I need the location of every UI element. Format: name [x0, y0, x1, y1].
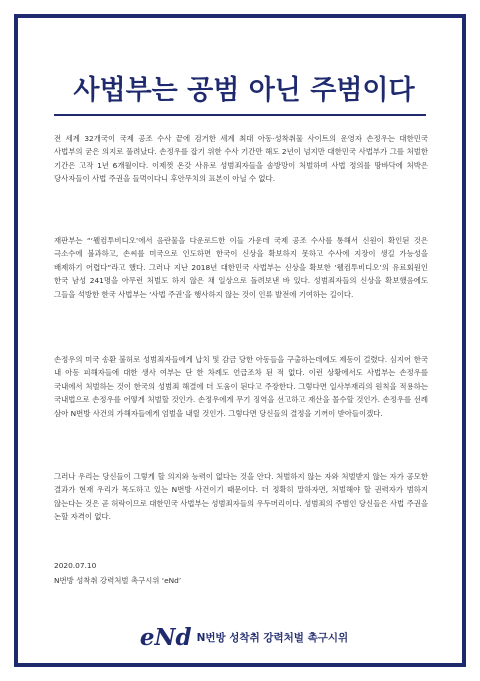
- footer: [18, 619, 470, 655]
- paragraph-1: 전 세계 32개국이 국제 공조 수사 끝에 검거한 세계 최대 아동·성착취물 사이트의 운영자 손정우는 대한민국 사법부의 굳은 의지로 풀려났다. 손정우를 잡기 위한 수사 기간만 해도 2년이 넘지만 대한민국 사법부가 그를 처벌한 기간은 고작 1년 6개월이다. 이제껏 온갖 사유로 성범죄자들을 솜방망이 처벌하며 사법 정의를 땅바닥에 처박은 당사자들이 사법 주권을 들먹이다니 후안무치의 표본이 아닐 수 없다.: [54, 134, 428, 184]
- document-title: 사법부는 공범 아닌 주범이다: [73, 75, 415, 106]
- paragraph-3: 손정우의 미국 송환 불허로 성범죄자들에게 납치 및 감금 당한 아동들을 구출하는데에도 제동이 걸렸다. 심지어 한국 내 아동 피해자들에 대한 생사 여부는 단 한 차례도 언급조차 된 적 없다. 이런 상황에서도 사법부는 손정우를 국내에서 처벌하는 것이 한국의 성범죄 해결에 더 도움이 된다고 주장한다. 그렇다면 일사부재리의 원칙을 적용하는 국내법으로 손정우를 어떻게 처벌할 것인가. 손정우에게 무기 징역을 선고하고 재산을 몰수할 것인가. 손정우를 선례 삼아 N번방 사건의 가해자들에게 엄벌을 내릴 것인가. 그렇다면 당신들의 결정을 기꺼이 받아들이겠다.: [54, 355, 428, 418]
- paragraph-4: 그러나 우리는 당신들이 그렇게 할 의지와 능력이 없다는 것을 안다. 처벌하지 않는 자와 처벌받지 않는 자가 공모한 결과가 현재 우리가 목도하고 있는 N번방 사건이기 때문이다. 더 정확히 말하자면, 처벌해야 할 권력자가 범하지 않는다는 것은 곧 허락이므로 대한민국 사법부는 성범죄자들의 우두머리이다. 성범죄의 주범인 당신들은 사법 주권을 논할 자격이 없다.: [54, 472, 428, 522]
- footer-logo-group: [139, 623, 349, 651]
- footer-org-name: N번방 성착취 강력처벌 촉구시위: [196, 631, 349, 644]
- document-date: 2020.07.10: [54, 561, 97, 570]
- title-divider: [54, 114, 426, 116]
- end-logo: eNd: [139, 623, 192, 651]
- paragraph-2: 재판부는 “‘웰컴투비디오’에서 음란물을 다운로드한 이들 가운데 국제 공조 수사를 통해서 신원이 확인된 것은 극소수에 불과하고, 손씨를 미국으로 인도하면 한국이 신상을 확보하지 못하고 수사에 지장이 생길 가능성을 배제하기 어렵다”라고 했다. 그러나 지난 2018년 대한민국 사법부는 신상을 확보한 ‘웰컴투비디오’의 유료회원인 한국 남성 241명을 아무런 처벌도 하지 않은 채 일상으로 돌려보낸 바 있다. 성범죄자들의 신상을 확보했음에도 그들을 석방한 한국 사법부는 ‘사법 주권’을 행사하지 않는 것이 인류 발전에 기여하는 길이다.: [54, 236, 428, 299]
- document-frame: [14, 14, 466, 667]
- document-signature: N번방 성착취 강력처벌 촉구시위 ‘eNd’: [54, 576, 182, 585]
